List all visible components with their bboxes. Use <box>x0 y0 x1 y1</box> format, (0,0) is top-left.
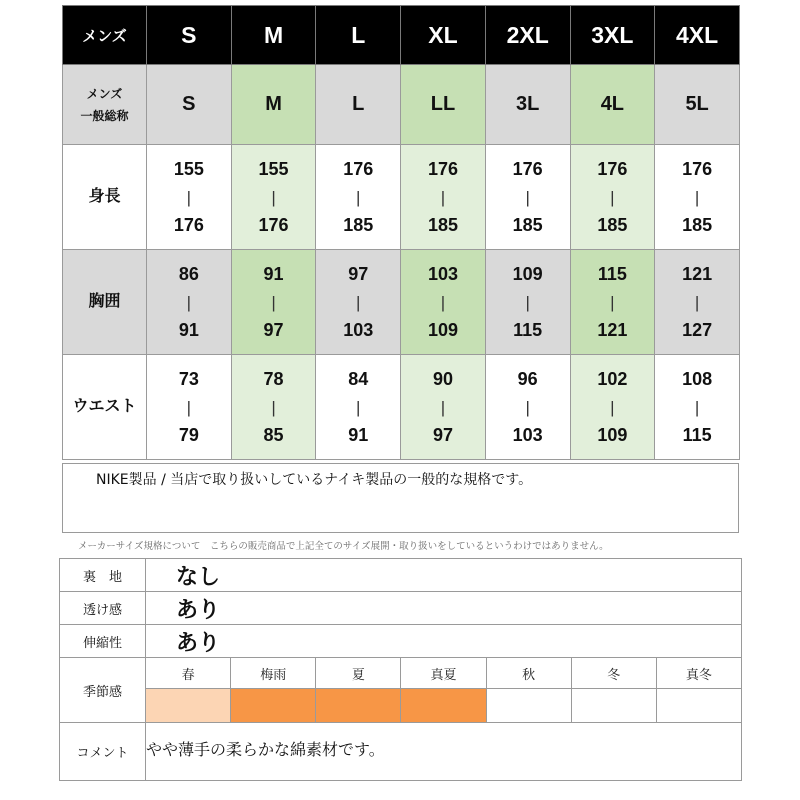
range-max: 85 <box>263 425 284 445</box>
stretch-value: あり <box>146 625 742 658</box>
measurement-cell <box>485 145 570 250</box>
measurement-cell <box>570 145 655 250</box>
measurement-cell <box>485 250 570 355</box>
range-separator: | <box>356 292 361 312</box>
range-min: 86 <box>178 264 199 284</box>
size-header-cell: 2XL <box>485 6 570 65</box>
range-max: 121 <box>597 320 628 340</box>
season-swatch <box>231 689 316 723</box>
range-max: 109 <box>427 320 458 340</box>
transparency-row <box>60 592 742 625</box>
measurement-cell <box>655 250 740 355</box>
range-max: 185 <box>512 215 543 235</box>
general-size-cell: M <box>231 65 316 145</box>
season-swatch <box>316 689 401 723</box>
range-min: 103 <box>427 264 458 284</box>
range-min: 97 <box>348 264 369 284</box>
range-min: 176 <box>512 159 543 179</box>
measurement-cell <box>316 355 401 460</box>
range-min: 109 <box>512 264 543 284</box>
range-min: 155 <box>173 159 204 179</box>
measurement-range <box>316 370 400 444</box>
range-separator: | <box>525 292 530 312</box>
range-separator: | <box>610 292 615 312</box>
range-min: 90 <box>432 369 453 389</box>
range-separator: | <box>525 397 530 417</box>
measurement-label: 身長 <box>63 145 147 250</box>
measurement-range <box>147 370 231 444</box>
size-header-cell: 3XL <box>570 6 655 65</box>
measurement-cell <box>570 250 655 355</box>
measurement-range <box>401 265 485 339</box>
measurement-range <box>486 265 570 339</box>
measurement-range <box>655 265 739 339</box>
measurement-row <box>63 355 740 460</box>
range-separator: | <box>610 187 615 207</box>
comment-label: コメント <box>60 723 146 781</box>
measurement-range <box>316 265 400 339</box>
season-swatch <box>656 689 741 723</box>
range-separator: | <box>440 187 446 207</box>
size-header-row <box>63 6 740 65</box>
range-min: 121 <box>682 264 713 284</box>
measurement-cell <box>401 250 486 355</box>
lining-value: なし <box>146 559 742 592</box>
size-header-cell: S <box>147 6 232 65</box>
range-max: 115 <box>513 320 543 340</box>
measurement-range <box>486 160 570 234</box>
measurement-range <box>401 160 485 234</box>
measurement-range <box>655 160 739 234</box>
range-max: 103 <box>512 425 543 445</box>
measurement-label: ウエスト <box>63 355 147 460</box>
lining-label: 裏 地 <box>60 559 146 592</box>
range-max: 109 <box>597 425 628 445</box>
measurement-cell <box>231 145 316 250</box>
range-min: 176 <box>427 159 458 179</box>
range-min: 78 <box>263 369 284 389</box>
measurement-cell <box>231 355 316 460</box>
measurement-cell <box>485 355 570 460</box>
note-box <box>62 463 739 533</box>
measurement-range <box>655 370 739 444</box>
measurement-range <box>571 265 655 339</box>
season-swatch <box>401 689 486 723</box>
range-separator: | <box>271 187 276 207</box>
measurement-cell <box>316 145 401 250</box>
season-name: 春 <box>146 658 231 689</box>
general-size-cell: 5L <box>655 65 740 145</box>
range-min: 73 <box>178 369 199 389</box>
season-name: 夏 <box>316 658 401 689</box>
range-separator: | <box>694 397 700 417</box>
range-separator: | <box>186 292 192 312</box>
product-attributes-table <box>59 558 742 781</box>
range-min: 176 <box>597 159 628 179</box>
range-max: 103 <box>343 320 374 340</box>
range-min: 108 <box>682 369 713 389</box>
measurement-range <box>147 160 231 234</box>
range-min: 176 <box>682 159 713 179</box>
season-name: 秋 <box>486 658 571 689</box>
measurement-cell <box>147 250 232 355</box>
range-separator: | <box>694 187 700 207</box>
measurement-row <box>63 145 740 250</box>
range-max: 185 <box>682 215 713 235</box>
comment-value: やや薄手の柔らかな綿素材です。 <box>146 723 742 781</box>
range-max: 91 <box>178 320 199 340</box>
transparency-value: あり <box>146 592 742 625</box>
measurement-range <box>232 370 316 444</box>
size-header-cell: XL <box>401 6 486 65</box>
note-text: NIKE製品 / 当店で取り扱いしているナイキ製品の一般的な規格です。 <box>96 472 533 488</box>
range-max: 185 <box>343 215 374 235</box>
range-separator: | <box>440 292 446 312</box>
maker-size-note: メーカーサイズ規格について こちらの販売商品で上記全てのサイズ展開・取り扱いをしているというわけではありません。 <box>78 541 609 552</box>
size-header-label: メンズ <box>63 6 147 65</box>
range-separator: | <box>356 187 361 207</box>
range-max: 176 <box>258 215 289 235</box>
range-separator: | <box>186 187 192 207</box>
measurement-cell <box>655 355 740 460</box>
range-min: 91 <box>263 264 284 284</box>
measurement-label: 胸囲 <box>63 250 147 355</box>
season-name-row <box>60 658 742 689</box>
measurement-cell <box>401 355 486 460</box>
range-min: 155 <box>258 159 289 179</box>
size-header-cell: 4XL <box>655 6 740 65</box>
season-name: 真冬 <box>656 658 741 689</box>
comment-row <box>60 723 742 781</box>
range-max: 97 <box>263 320 284 340</box>
measurement-cell <box>316 250 401 355</box>
size-header-cell: M <box>231 6 316 65</box>
measurement-range <box>401 370 485 444</box>
general-size-cell: S <box>147 65 232 145</box>
range-min: 84 <box>348 369 369 389</box>
measurement-range <box>571 370 655 444</box>
range-max: 91 <box>348 425 369 445</box>
stretch-label: 伸縮性 <box>60 625 146 658</box>
range-max: 79 <box>178 425 199 445</box>
measurement-cell <box>147 355 232 460</box>
general-size-row <box>63 65 740 145</box>
stretch-row <box>60 625 742 658</box>
season-swatch-row <box>60 689 742 723</box>
range-separator: | <box>440 397 446 417</box>
measurement-range <box>232 160 316 234</box>
measurement-cell <box>147 145 232 250</box>
general-size-cell: L <box>316 65 401 145</box>
range-separator: | <box>525 187 530 207</box>
range-separator: | <box>610 397 615 417</box>
season-name: 冬 <box>571 658 656 689</box>
measurement-cell <box>401 145 486 250</box>
range-separator: | <box>694 292 700 312</box>
range-max: 127 <box>682 320 713 340</box>
size-header-cell: L <box>316 6 401 65</box>
range-separator: | <box>271 292 276 312</box>
range-max: 185 <box>427 215 458 235</box>
general-size-label <box>63 65 147 145</box>
range-min: 96 <box>517 369 538 389</box>
season-swatch <box>571 689 656 723</box>
transparency-label: 透け感 <box>60 592 146 625</box>
measurement-range <box>232 265 316 339</box>
range-max: 97 <box>432 425 453 445</box>
measurement-range <box>147 265 231 339</box>
season-name: 梅雨 <box>231 658 316 689</box>
general-size-cell: 4L <box>570 65 655 145</box>
measurement-range <box>486 370 570 444</box>
range-min: 115 <box>597 264 627 284</box>
range-min: 102 <box>597 369 628 389</box>
general-size-label-line1: メンズ <box>86 86 123 101</box>
range-separator: | <box>186 397 192 417</box>
general-size-cell: LL <box>401 65 486 145</box>
range-min: 176 <box>343 159 374 179</box>
size-chart-table <box>62 5 740 460</box>
range-max: 185 <box>597 215 628 235</box>
measurement-row <box>63 250 740 355</box>
measurement-range <box>571 160 655 234</box>
lining-row <box>60 559 742 592</box>
range-max: 115 <box>682 425 712 445</box>
range-separator: | <box>356 397 361 417</box>
measurement-cell <box>570 355 655 460</box>
range-max: 176 <box>173 215 204 235</box>
season-swatch <box>486 689 571 723</box>
season-label: 季節感 <box>60 658 146 723</box>
measurement-cell <box>231 250 316 355</box>
general-size-cell: 3L <box>485 65 570 145</box>
measurement-cell <box>655 145 740 250</box>
season-swatch <box>146 689 231 723</box>
measurement-range <box>316 160 400 234</box>
range-separator: | <box>271 397 276 417</box>
general-size-label-line2: 一般総称 <box>80 108 129 123</box>
season-name: 真夏 <box>401 658 486 689</box>
